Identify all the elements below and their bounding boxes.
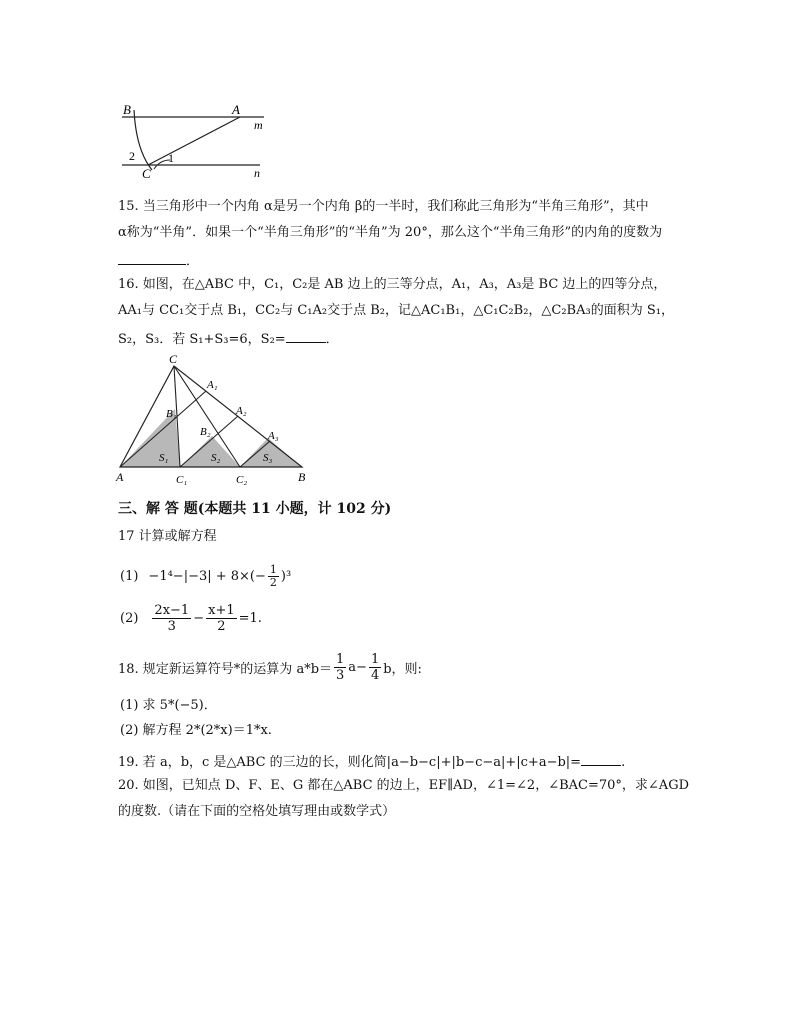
q19-answer-blank[interactable] bbox=[581, 751, 621, 766]
q18-f2-num: 1 bbox=[370, 652, 380, 667]
q15-answer-blank[interactable] bbox=[118, 250, 186, 265]
label-B2: B₂ bbox=[200, 426, 211, 438]
label-S1: S₁ bbox=[159, 452, 169, 464]
q17-p1-expr-a: −1⁴−|−3| + 8×(− bbox=[148, 569, 266, 584]
q16-line-3-text: S₂，S₃．若 S₁+S₃=6，S₂= bbox=[118, 332, 286, 347]
q20-line-1: 20. 如图，已知点 D、F、E、G 都在△ABC 的边上，EF∥AD，∠1=∠2，∠BAC=70°，求∠AGD bbox=[118, 778, 689, 793]
q18-mid: a− bbox=[348, 660, 367, 675]
q18-f2-den: 4 bbox=[370, 668, 380, 683]
q16-line-2: AA₁与 CC₁交于点 B₁，CC₂与 C₁A₂交于点 B₂，记△AC₁B₁，△C₁C₂B₂，△C₂BA₃的面积为 S₁， bbox=[118, 303, 674, 318]
q17-p2-f2-num: x+1 bbox=[208, 603, 235, 618]
label-B: B bbox=[123, 102, 131, 117]
label-B1: B₁ bbox=[166, 408, 177, 420]
q18-intro-line bbox=[118, 652, 422, 683]
section-3-heading: 三、解 答 题(本题共 11 小题，计 102 分) bbox=[118, 501, 392, 517]
q17-p2-f1-num: 2x−1 bbox=[154, 603, 190, 618]
label-C: C bbox=[169, 352, 178, 366]
label-S2: S₂ bbox=[211, 452, 221, 464]
q17-p2-fraction-1 bbox=[152, 603, 191, 634]
label-S3: S₃ bbox=[263, 452, 273, 464]
label-A1: A₁ bbox=[207, 379, 218, 391]
q15-answer-line bbox=[118, 250, 199, 271]
q19-end: . bbox=[621, 755, 626, 770]
q17-part-2 bbox=[120, 603, 262, 634]
segment-CA bbox=[148, 117, 240, 165]
q15-line-1: 15. 当三角形中一个内角 α是另一个内角 β的一半时，我们称此三角形为“半角三角形”，其中 bbox=[118, 199, 649, 214]
label-C2: C₂ bbox=[236, 474, 248, 486]
label-A3: A₃ bbox=[268, 430, 279, 442]
q18-tail: b，则: bbox=[383, 662, 422, 677]
label-m: m bbox=[254, 118, 263, 132]
q16-answer-blank[interactable] bbox=[286, 328, 326, 343]
label-n: n bbox=[254, 166, 260, 180]
q16-line-1: 16. 如图，在△ABC 中，C₁，C₂是 AB 边上的三等分点，A₁，A₃，A₃是 BC 边上的四等分点， bbox=[118, 277, 667, 292]
q19-text: 19. 若 a，b，c 是△ABC 的三边的长，则化简|a−b−c|+|b−c−a|+|c+a−b|= bbox=[118, 755, 582, 770]
q16-end: ． bbox=[325, 332, 339, 347]
q17-p2-label: (2) bbox=[120, 611, 139, 626]
q17-p1-label: (1) bbox=[120, 569, 139, 584]
figure-triangle bbox=[112, 350, 312, 488]
q17-p2-fraction-2 bbox=[206, 603, 237, 634]
q18-part-2: (2) 解方程 2*(2*x)＝1*x. bbox=[120, 723, 272, 738]
q20-line-2: 的度数.（请在下面的空格处填写理由或数学式） bbox=[118, 804, 396, 819]
label-A2: A₂ bbox=[236, 405, 247, 417]
q17-p1-den: 2 bbox=[269, 576, 277, 589]
q17-p2-f2-den: 2 bbox=[217, 619, 226, 634]
q17-title: 17 计算或解方程 bbox=[118, 529, 217, 544]
q16-line-3 bbox=[118, 328, 339, 349]
q18-part-1: (1) 求 5*(−5)． bbox=[120, 698, 217, 713]
q19-line bbox=[118, 751, 625, 772]
label-A: A bbox=[232, 102, 240, 117]
q18-intro: 18. 规定新运算符号*的运算为 a*b＝ bbox=[118, 662, 333, 677]
q15-line-2: α称为“半角”．如果一个“半角三角形”的“半角”为 20°，那么这个“半角三角形”的内角的度数为 bbox=[118, 225, 663, 240]
q17-part-1 bbox=[120, 564, 291, 589]
label-A: A bbox=[116, 470, 124, 484]
q17-p2-rhs: =1. bbox=[238, 611, 262, 626]
label-angle-2: 2 bbox=[129, 149, 135, 163]
figure-parallel-lines bbox=[118, 98, 268, 180]
label-B: B bbox=[298, 470, 306, 484]
arc-BC bbox=[134, 110, 152, 170]
q17-p1-expr-b: )³ bbox=[280, 569, 292, 584]
q15-end: ． bbox=[186, 254, 200, 269]
q17-p1-num: 1 bbox=[269, 563, 277, 576]
q18-fraction-1 bbox=[334, 652, 346, 683]
q17-p2-minus: − bbox=[193, 611, 205, 626]
label-angle-1: 1 bbox=[168, 151, 174, 165]
q17-p1-fraction bbox=[268, 564, 279, 589]
q18-f1-num: 1 bbox=[336, 652, 345, 667]
q18-f1-den: 3 bbox=[336, 668, 345, 683]
q17-p2-f1-den: 3 bbox=[167, 619, 176, 634]
label-C1: C₁ bbox=[176, 474, 188, 486]
label-C: C bbox=[142, 166, 151, 180]
q18-fraction-2 bbox=[369, 652, 381, 683]
